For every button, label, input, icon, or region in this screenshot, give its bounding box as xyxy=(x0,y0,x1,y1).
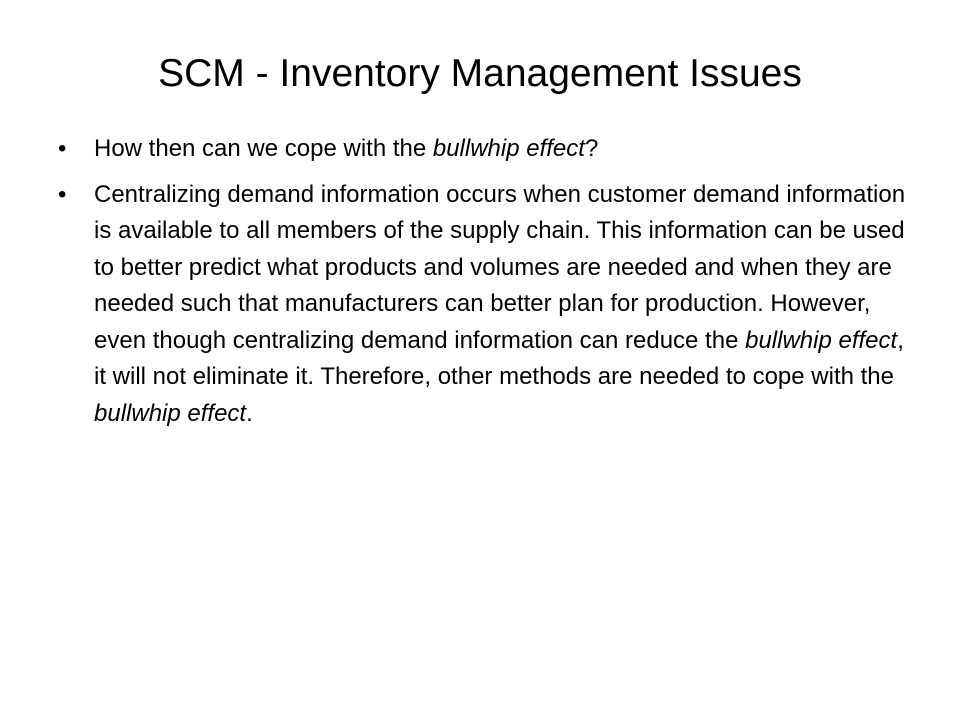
bullet-text-emphasis: bullwhip effect xyxy=(745,326,898,354)
bullet-item-1 xyxy=(58,131,918,168)
bullet-text-segment: ? xyxy=(584,135,599,162)
bullet-text xyxy=(94,181,905,427)
bullet-marker: • xyxy=(58,135,67,162)
bullet-text-segment: Centralizing demand information occurs when customer demand information is available to all members of the supply chain. This information can be used to better predict what products and volumes are needed and when they are needed such that manufacturers can better plan for production. However, even though centralizing demand information can reduce the xyxy=(94,180,906,354)
bullet-text-segment: How then can we cope with the xyxy=(94,135,433,162)
bullet-text-emphasis: bullwhip effect xyxy=(94,399,247,427)
bullet-marker: • xyxy=(58,180,67,208)
bullet-text xyxy=(94,135,598,162)
slide-title: SCM - Inventory Management Issues xyxy=(158,52,802,95)
bullet-text-segment: , it will not eliminate it. Therefore, other methods are needed to cope with the xyxy=(94,326,904,390)
bullet-item-2 xyxy=(58,177,918,433)
bullet-text-segment: . xyxy=(246,399,253,427)
bullet-list xyxy=(58,131,918,441)
bullet-text-emphasis: bullwhip effect xyxy=(432,135,585,162)
